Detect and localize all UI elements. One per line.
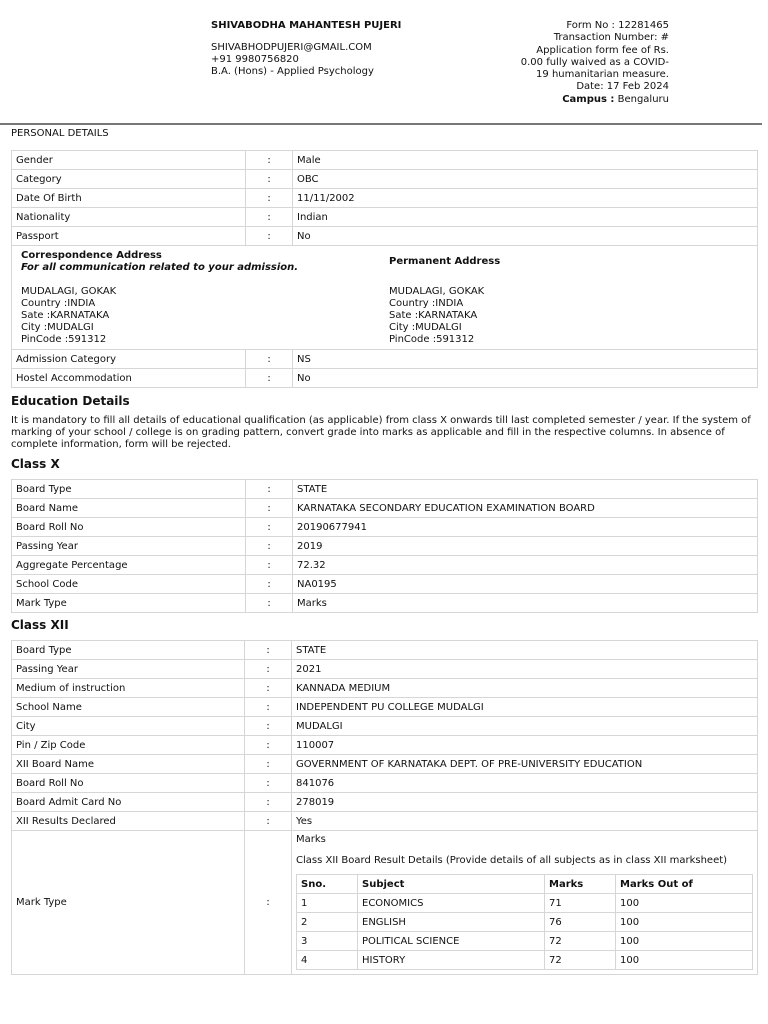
subject-cell: 100 — [616, 913, 753, 932]
field-label: Hostel Accommodation — [12, 369, 246, 388]
field-label: School Name — [12, 698, 245, 717]
subject-row — [297, 951, 753, 970]
correspondence-title: Correspondence Address — [21, 250, 162, 261]
field-value: 11/11/2002 — [293, 189, 758, 208]
campus — [469, 94, 669, 106]
subject-table-header — [297, 875, 753, 894]
field-separator: : — [246, 556, 293, 575]
field-separator: : — [246, 208, 293, 227]
field-label: Pin / Zip Code — [12, 736, 245, 755]
column-header: Sno. — [297, 875, 358, 894]
subject-cell: ECONOMICS — [358, 894, 545, 913]
column-header: Subject — [358, 875, 545, 894]
address-block — [11, 244, 758, 351]
field-separator: : — [246, 170, 293, 189]
correspondence-address — [21, 250, 298, 346]
column-header: Marks Out of — [616, 875, 753, 894]
field-value: 110007 — [292, 736, 758, 755]
field-value: NA0195 — [293, 575, 758, 594]
table-row — [12, 189, 758, 208]
table-row — [12, 556, 758, 575]
class-x-table — [11, 479, 758, 613]
subject-cell: POLITICAL SCIENCE — [358, 932, 545, 951]
field-value: MUDALGI — [292, 717, 758, 736]
correspondence-line5: PinCode :591312 — [21, 334, 107, 345]
subject-cell: HISTORY — [358, 951, 545, 970]
admission-details-table — [11, 349, 758, 388]
field-separator: : — [246, 518, 293, 537]
field-label: Mark Type — [12, 594, 246, 613]
field-value: STATE — [292, 641, 758, 660]
subject-row — [297, 894, 753, 913]
table-row — [12, 717, 758, 736]
subject-row — [297, 913, 753, 932]
education-details-title: Education Details — [11, 394, 130, 408]
fee-line-1: Application form fee of Rs. — [536, 44, 669, 56]
field-label: Passport — [12, 227, 246, 246]
subject-cell: ENGLISH — [358, 913, 545, 932]
header-divider — [0, 123, 762, 125]
personal-details-title: PERSONAL DETAILS — [11, 128, 109, 139]
table-row — [12, 480, 758, 499]
field-separator: : — [246, 575, 293, 594]
applicant-phone: +91 9980756820 — [211, 54, 299, 65]
field-value: Male — [293, 151, 758, 170]
field-value: No — [293, 369, 758, 388]
table-row — [12, 518, 758, 537]
field-label: XII Results Declared — [12, 812, 245, 831]
field-label: Admission Category — [12, 350, 246, 369]
applicant-header — [211, 20, 401, 78]
fee-line-3: 19 humanitarian measure. — [536, 69, 669, 81]
field-value: 20190677941 — [293, 518, 758, 537]
field-separator: : — [246, 537, 293, 556]
subject-cell: 72 — [545, 951, 616, 970]
correspondence-subtitle: For all communication related to your admission. — [21, 262, 299, 273]
field-value: Yes — [292, 812, 758, 831]
field-value: 841076 — [292, 774, 758, 793]
mark-type-value: Marks — [296, 834, 326, 845]
subject-cell: 72 — [545, 932, 616, 951]
table-row — [12, 208, 758, 227]
field-value: 2021 — [292, 660, 758, 679]
field-separator: : — [245, 736, 292, 755]
field-value: KARNATAKA SECONDARY EDUCATION EXAMINATION BOARD — [293, 499, 758, 518]
subject-marks-table — [296, 874, 753, 970]
table-row — [12, 660, 758, 679]
form-info — [469, 20, 669, 106]
subject-cell: 100 — [616, 951, 753, 970]
field-label: Nationality — [12, 208, 246, 227]
field-separator: : — [246, 350, 293, 369]
field-label: Board Admit Card No — [12, 793, 245, 812]
subject-cell: 71 — [545, 894, 616, 913]
subject-row — [297, 932, 753, 951]
field-separator: : — [245, 660, 292, 679]
field-separator: : — [245, 812, 292, 831]
field-label: School Code — [12, 575, 246, 594]
table-row — [12, 594, 758, 613]
field-separator: : — [246, 369, 293, 388]
field-label: Board Roll No — [12, 774, 245, 793]
class-x-title: Class X — [11, 457, 60, 471]
subject-cell: 4 — [297, 951, 358, 970]
permanent-address — [389, 256, 500, 346]
field-label: Gender — [12, 151, 246, 170]
table-row — [12, 537, 758, 556]
field-value: Marks — [293, 594, 758, 613]
permanent-line2: Country :INDIA — [389, 298, 464, 309]
table-row — [12, 793, 758, 812]
field-label: Passing Year — [12, 537, 246, 556]
table-row — [12, 350, 758, 369]
applicant-name: SHIVABODHA MAHANTESH PUJERI — [211, 20, 402, 31]
table-row — [12, 679, 758, 698]
field-value: NS — [293, 350, 758, 369]
field-separator: : — [246, 480, 293, 499]
field-value: STATE — [293, 480, 758, 499]
field-separator: : — [245, 774, 292, 793]
field-separator: : — [245, 755, 292, 774]
subject-cell: 3 — [297, 932, 358, 951]
field-label: Aggregate Percentage — [12, 556, 246, 575]
field-value: No — [293, 227, 758, 246]
table-row — [12, 698, 758, 717]
table-row — [12, 170, 758, 189]
correspondence-line1: MUDALAGI, GOKAK — [21, 286, 117, 297]
field-separator: : — [246, 151, 293, 170]
field-label: Date Of Birth — [12, 189, 246, 208]
field-separator: : — [246, 189, 293, 208]
table-row — [12, 499, 758, 518]
table-row — [12, 227, 758, 246]
field-label: Medium of instruction — [12, 679, 245, 698]
field-separator: : — [245, 641, 292, 660]
correspondence-line2: Country :INDIA — [21, 298, 96, 309]
field-separator: : — [245, 793, 292, 812]
field-separator: : — [245, 679, 292, 698]
table-row — [12, 151, 758, 170]
permanent-line5: PinCode :591312 — [389, 334, 475, 345]
field-separator: : — [245, 717, 292, 736]
form-number: Form No : 12281465 — [566, 20, 669, 31]
education-note: It is mandatory to fill all details of educational qualification (as applicable) from class X onwards till last completed semester / year. If the system of marking of your school / college is on grading pattern, convert grade into marks as applicable and fill in the respective columns. In absence of complete information, form will be rejected. — [11, 415, 751, 450]
result-details-title: Class XII Board Result Details (Provide details of all subjects as in class XII marksheet) — [296, 855, 728, 866]
subject-cell: 100 — [616, 932, 753, 951]
campus-label: Campus : — [562, 93, 615, 105]
field-value: 2019 — [293, 537, 758, 556]
applicant-email: SHIVABHODPUJERI@GMAIL.COM — [211, 42, 372, 53]
correspondence-line4: City :MUDALGI — [21, 322, 94, 333]
subject-cell: 2 — [297, 913, 358, 932]
subject-cell: 100 — [616, 894, 753, 913]
permanent-line3: Sate :KARNATAKA — [389, 310, 478, 321]
table-row — [12, 736, 758, 755]
field-label: Board Type — [12, 641, 245, 660]
mark-type-row — [12, 831, 758, 975]
table-row — [12, 641, 758, 660]
field-value: GOVERNMENT OF KARNATAKA DEPT. OF PRE-UNIVERSITY EDUCATION — [292, 755, 758, 774]
column-header: Marks — [545, 875, 616, 894]
field-value: 278019 — [292, 793, 758, 812]
permanent-line4: City :MUDALGI — [389, 322, 462, 333]
field-label: Board Type — [12, 480, 246, 499]
table-row — [12, 755, 758, 774]
field-value: 72.32 — [293, 556, 758, 575]
transaction-number: Transaction Number: # — [553, 32, 669, 44]
field-separator: : — [246, 594, 293, 613]
permanent-line1: MUDALAGI, GOKAK — [389, 286, 485, 297]
permanent-title: Permanent Address — [389, 256, 501, 267]
field-value: OBC — [293, 170, 758, 189]
field-label: Passing Year — [12, 660, 245, 679]
class-xii-table — [11, 640, 758, 975]
field-label: Board Name — [12, 499, 246, 518]
field-separator: : — [245, 831, 292, 975]
field-value: KANNADA MEDIUM — [292, 679, 758, 698]
field-label: Board Roll No — [12, 518, 246, 537]
table-row — [12, 575, 758, 594]
field-label: City — [12, 717, 245, 736]
campus-value: Bengaluru — [617, 93, 669, 105]
correspondence-line3: Sate :KARNATAKA — [21, 310, 110, 321]
subject-cell: 76 — [545, 913, 616, 932]
table-row — [12, 774, 758, 793]
field-separator: : — [245, 698, 292, 717]
table-row — [12, 369, 758, 388]
fee-line-2: 0.00 fully waived as a COVID- — [520, 56, 669, 68]
field-value: Indian — [293, 208, 758, 227]
table-row — [12, 812, 758, 831]
subject-cell: 1 — [297, 894, 358, 913]
field-label: XII Board Name — [12, 755, 245, 774]
field-separator: : — [246, 499, 293, 518]
field-separator: : — [246, 227, 293, 246]
field-value — [292, 831, 758, 975]
field-label: Category — [12, 170, 246, 189]
personal-details-table — [11, 150, 758, 246]
field-value: INDEPENDENT PU COLLEGE MUDALGI — [292, 698, 758, 717]
form-date: Date: 17 Feb 2024 — [576, 81, 669, 93]
applicant-course: B.A. (Hons) - Applied Psychology — [211, 66, 374, 77]
class-xii-title: Class XII — [11, 618, 69, 632]
field-label: Mark Type — [12, 831, 245, 975]
